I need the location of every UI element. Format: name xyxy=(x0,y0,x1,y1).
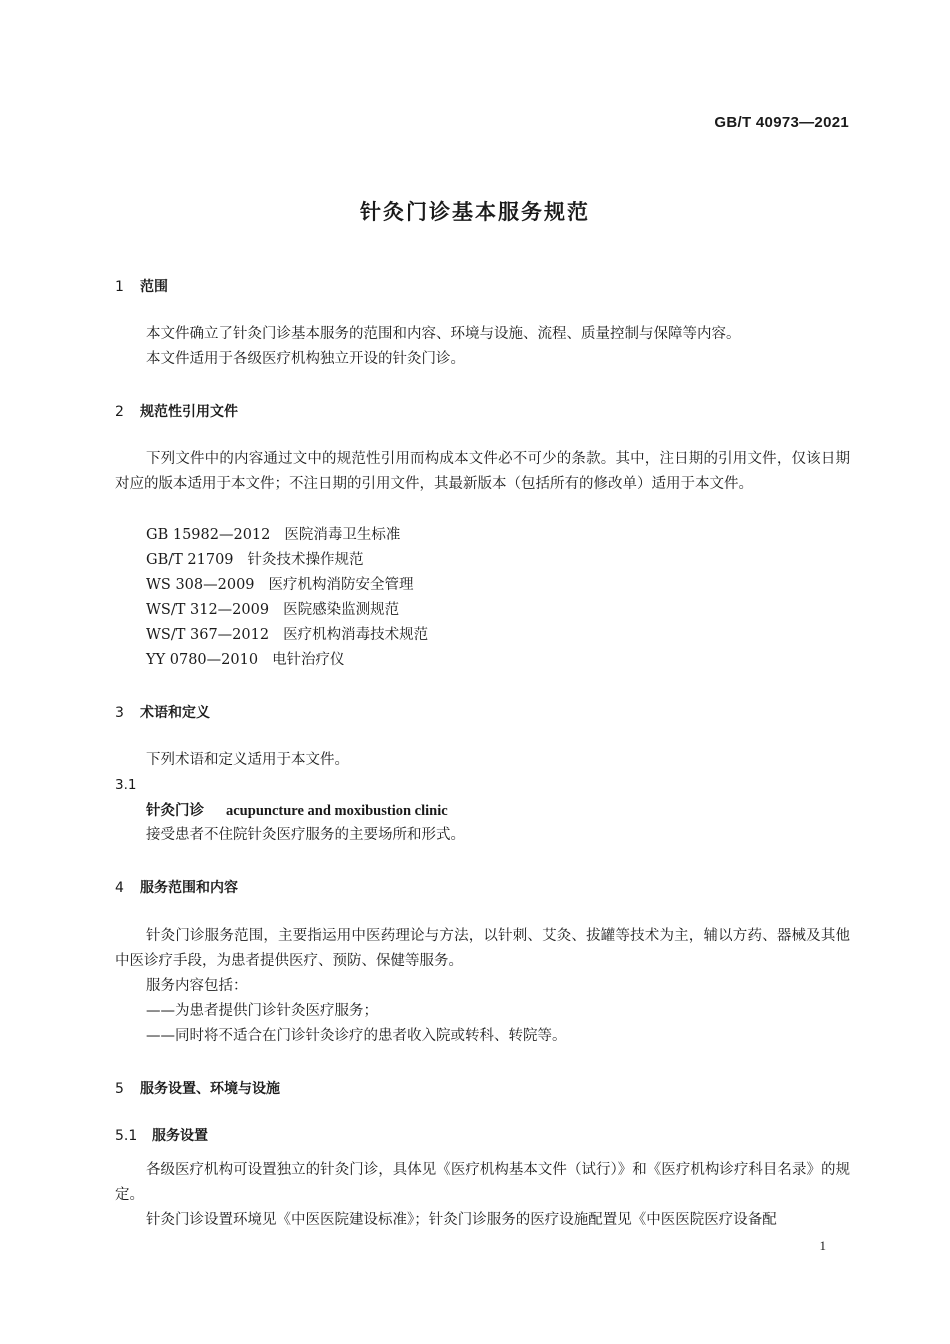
term-definition: 接受患者不住院针灸医疗服务的主要场所和形式。 xyxy=(146,827,465,843)
reference-title: 医院消毒卫生标准 xyxy=(284,527,401,543)
section-5-heading xyxy=(115,1078,280,1098)
reference-title: 电针治疗仪 xyxy=(272,652,345,668)
section-1-heading xyxy=(115,276,168,296)
reference-code: WS/T 367—2012 xyxy=(146,627,270,643)
term-english: acupuncture and moxibustion clinic xyxy=(226,803,448,819)
section-title: 范围 xyxy=(140,279,168,295)
reference-code: GB/T 21709 xyxy=(146,552,234,568)
section-4-heading xyxy=(115,877,238,897)
subsection-5-1-heading xyxy=(115,1125,208,1145)
section-4-paragraph-2: 服务内容包括： xyxy=(146,978,248,994)
list-item: ——同时将不适合在门诊针灸诊疗的患者收入院或转科、转院等。 xyxy=(146,1028,567,1044)
section-title: 规范性引用文件 xyxy=(140,404,238,420)
term-entry xyxy=(146,799,448,820)
section-1-paragraph-2: 本文件适用于各级医疗机构独立开设的针灸门诊。 xyxy=(146,351,465,367)
section-number: 3 xyxy=(115,705,124,721)
section-2-heading xyxy=(115,401,238,421)
reference-item xyxy=(146,573,414,594)
reference-code: YY 0780—2010 xyxy=(146,652,259,668)
reference-item xyxy=(146,648,345,669)
section-5-1-paragraph-2: 针灸门诊设置环境见《中医医院建设标准》；针灸门诊服务的医疗设施配置见《中医医院医疗设备配 xyxy=(146,1212,777,1228)
reference-item xyxy=(146,548,364,569)
subsection-title: 服务设置 xyxy=(152,1128,208,1144)
reference-item xyxy=(146,623,428,644)
reference-title: 医疗机构消毒技术规范 xyxy=(283,627,429,643)
reference-title: 针灸技术操作规范 xyxy=(247,552,364,568)
reference-title: 医疗机构消防安全管理 xyxy=(268,577,414,593)
section-number: 1 xyxy=(115,279,124,295)
section-title: 服务设置、环境与设施 xyxy=(140,1081,280,1097)
section-number: 5 xyxy=(115,1081,124,1097)
subsection-number: 5.1 xyxy=(115,1128,138,1144)
section-4-paragraph-1: 针灸门诊服务范围，主要指运用中医药理论与方法，以针刺、艾灸、拔罐等技术为主，辅以方药、器械及其他中医诊疗手段，为患者提供医疗、预防、保健等服务。 xyxy=(115,928,850,969)
section-2-intro: 下列文件中的内容通过文中的规范性引用而构成本文件必不可少的条款。其中，注日期的引用文件，仅该日期对应的版本适用于本文件；不注日期的引用文件，其最新版本（包括所有的修改单）适用于本文件。 xyxy=(115,451,850,492)
section-number: 2 xyxy=(115,404,124,420)
document-title: 针灸门诊基本服务规范 xyxy=(360,200,590,224)
section-title: 术语和定义 xyxy=(140,705,210,721)
section-number: 4 xyxy=(115,880,124,896)
reference-title: 医院感染监测规范 xyxy=(283,602,400,618)
reference-item xyxy=(146,523,400,544)
reference-code: WS/T 312—2009 xyxy=(146,602,270,618)
section-5-1-paragraph-1: 各级医疗机构可设置独立的针灸门诊，具体见《医疗机构基本文件（试行）》和《医疗机构诊疗科目名录》的规定。 xyxy=(115,1162,850,1203)
reference-item xyxy=(146,598,399,619)
list-item: ——为患者提供门诊针灸医疗服务； xyxy=(146,1003,378,1019)
standard-code: GB/T 40973—2021 xyxy=(714,114,849,131)
section-3-heading xyxy=(115,702,210,722)
clause-number: 3.1 xyxy=(115,777,137,793)
term-chinese: 针灸门诊 xyxy=(146,803,204,819)
section-title: 服务范围和内容 xyxy=(140,880,238,896)
section-3-intro: 下列术语和定义适用于本文件。 xyxy=(146,752,349,768)
reference-code: GB 15982—2012 xyxy=(146,527,271,543)
section-1-paragraph-1: 本文件确立了针灸门诊基本服务的范围和内容、环境与设施、流程、质量控制与保障等内容。 xyxy=(146,326,741,342)
reference-code: WS 308—2009 xyxy=(146,577,255,593)
page-number: 1 xyxy=(819,1238,826,1253)
